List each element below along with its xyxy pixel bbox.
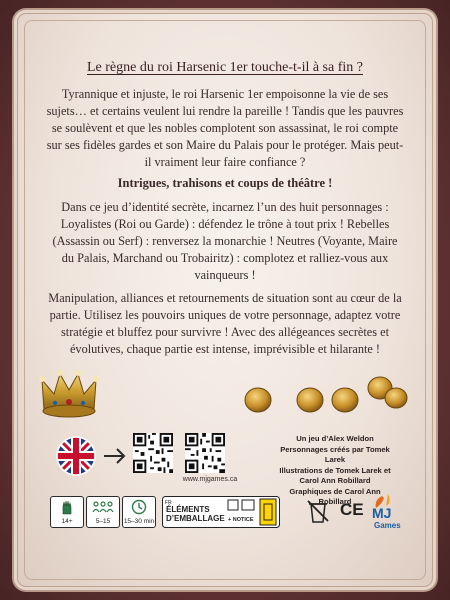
- intro-paragraph: Tyrannique et injuste, le roi Harsenic 1er empoisonne la vie de ses sujets… et certains veulent lui rendre la pareille ! Tandis que les pauvres se soulèvent et que les nobles complotent son assassinat, le roi compte sur ses fidèles gardes et son Maire du Palais pour le protéger. Mais peut-il vraiment leur faire confiance ?: [46, 87, 404, 169]
- credit-line: Illustrations de Tomek Larek et: [279, 465, 391, 475]
- tagline: Intrigues, trahisons et coups de théâtre !: [117, 176, 333, 190]
- qr-code-icon[interactable]: [133, 433, 173, 473]
- website-link[interactable]: www.mjgames.ca: [182, 476, 238, 483]
- bin-icon: [305, 498, 331, 524]
- logo-subtext: Games: [374, 521, 401, 530]
- credit-line: Personnages créés par Tomek Larek: [280, 444, 390, 464]
- game-info-badges: [50, 496, 156, 528]
- gameplay-paragraph: Manipulation, alliances et retournements de situation sont au cœur de la partie. Utilisez les pouvoirs uniques de votre personnage, adaptez votre stratégie et bluffez pour survivre ! Avec des allégeances secrètes et évolutives, chaque partie est intense, imprévisible et hilarante !: [48, 291, 402, 356]
- credit-line: Graphiques de Carol Ann Robillard: [289, 486, 381, 506]
- duration-label: 15–30 min: [123, 518, 155, 525]
- mj-games-logo[interactable]: [368, 494, 408, 532]
- players-label: 5–15: [95, 518, 111, 525]
- players-badge: [86, 496, 120, 528]
- duration-badge: [122, 496, 156, 528]
- recycling-prefix: FR: [165, 500, 172, 506]
- age-label: 14+: [61, 518, 73, 525]
- credit-line: Un jeu d’Alex Weldon: [296, 434, 374, 443]
- page-title: Le règne du roi Harsenic 1er touche-t-il à sa fin ?: [87, 60, 363, 75]
- roles-paragraph: Dans ce jeu d’identité secrète, incarnez l’un des huit personnages : Loyalistes (Roi ou Garde) : défendez le trône à tout prix ! Rebelles (Assassin ou Serf) : renversez la monarchie ! Neutres (Voyante, Maire du Palais, Marchand ou Trobairitz) : complotez et ralliez-vous aux vainqueurs !: [52, 200, 398, 282]
- hand-icon: [59, 499, 75, 515]
- arrow-right-icon: [102, 446, 128, 466]
- uk-flag-icon: [56, 436, 96, 476]
- players-icon: [92, 499, 114, 515]
- recycling-info-icon: [162, 496, 280, 528]
- clock-icon: [131, 499, 147, 515]
- recycling-label-1: ÉLÉMENTS: [166, 505, 210, 514]
- gold-coins-icon: [240, 370, 410, 420]
- recycling-label-2: D’EMBALLAGE: [166, 514, 225, 523]
- credit-line: Carol Ann Robillard: [299, 476, 371, 485]
- crown-icon: [38, 366, 100, 420]
- age-badge: [50, 496, 84, 528]
- logo-text: MJ: [372, 505, 392, 521]
- qr-code-icon[interactable]: [185, 433, 225, 473]
- ce-mark: CE: [340, 500, 364, 519]
- recycling-plus: + NOTICE: [228, 517, 254, 523]
